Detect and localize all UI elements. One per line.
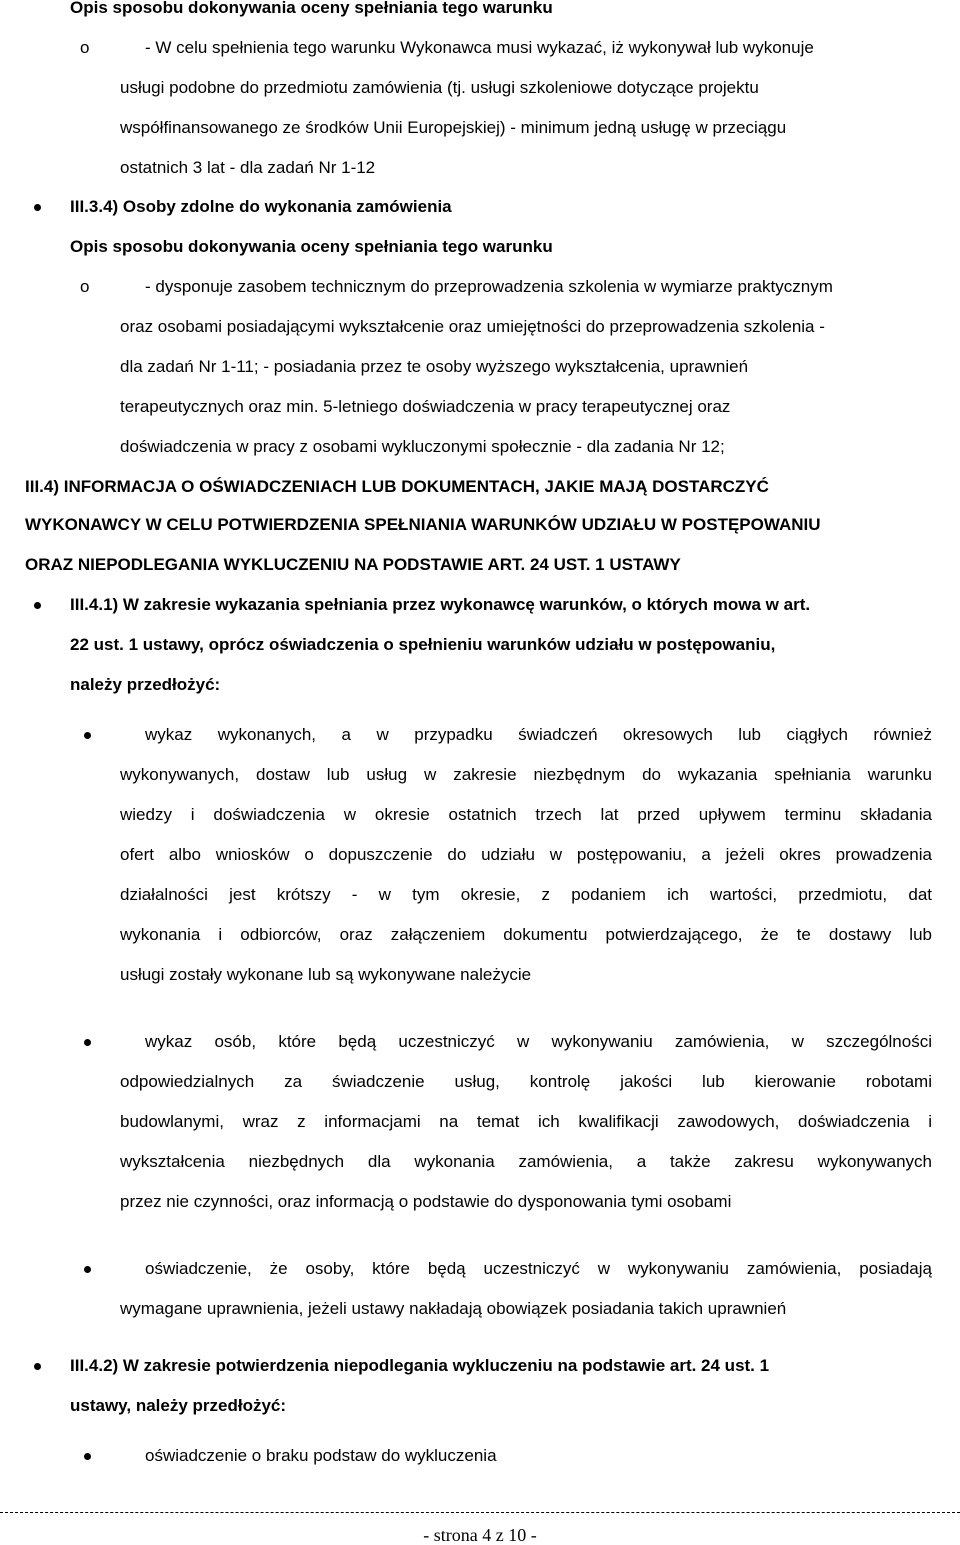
list-item-line: budowlanymi, wraz z informacjami na temat ich kwalifikacji zawodowych, doświadczenia i <box>120 1112 932 1131</box>
list-item-line: przez nie czynności, oraz informacją o podstawie do dysponowania tymi osobami <box>120 1192 732 1211</box>
list-item-line: oświadczenie o braku podstaw do wykluczenia <box>145 1446 497 1465</box>
paragraph-line: współfinansowanego ze środków Unii Europejskiej) - minimum jedną usługę w przeciągu <box>120 118 787 137</box>
list-item-line: wykaz wykonanych, a w przypadku świadczeń okresowych lub ciągłych również <box>145 725 932 744</box>
page-number: - strona 4 z 10 - <box>423 1525 537 1545</box>
list-item-line: wiedzy i doświadczenia w okresie ostatnich trzech lat przed upływem terminu składania <box>120 805 932 824</box>
bullet-icon <box>34 1363 41 1370</box>
paragraph-line: oraz osobami posiadającymi wykształcenie oraz umiejętności do przeprowadzenia szkolenia - <box>120 317 825 336</box>
section-title: III.3.4) Osoby zdolne do wykonania zamówienia <box>70 197 452 216</box>
bullet-icon <box>84 1453 91 1460</box>
list-item-line: odpowiedzialnych za świadczenie usług, kontrolę jakości lub kierowanie robotami <box>120 1072 932 1091</box>
section-title: III.4) INFORMACJA O OŚWIADCZENIACH LUB DOKUMENTACH, JAKIE MAJĄ DOSTARCZYĆ <box>25 477 769 496</box>
footer-divider <box>0 1512 960 1513</box>
bullet-icon <box>84 1039 91 1046</box>
bullet-icon <box>34 602 41 609</box>
sub-bullet-marker: o <box>80 38 90 57</box>
paragraph-line: doświadczenia w pracy z osobami wykluczonymi społecznie - dla zadania Nr 12; <box>120 437 725 456</box>
bullet-icon <box>84 1266 91 1273</box>
section-title: 22 ust. 1 ustawy, oprócz oświadczenia o spełnieniu warunków udziału w postępowaniu, <box>70 635 776 654</box>
section-heading: Opis sposobu dokonywania oceny spełniania tego warunku <box>70 237 553 256</box>
list-item-line: wymagane uprawnienia, jeżeli ustawy nakładają obowiązek posiadania takich uprawnień <box>120 1299 787 1318</box>
list-item-line: wykonania i odbiorców, oraz załączeniem dokumentu potwierdzającego, że te dostawy lub <box>120 925 932 944</box>
section-heading: Opis sposobu dokonywania oceny spełniania tego warunku <box>70 0 553 17</box>
section-title: III.4.2) W zakresie potwierdzenia niepodlegania wykluczeniu na podstawie art. 24 ust. 1 <box>70 1356 770 1375</box>
section-title: ustawy, należy przedłożyć: <box>70 1396 287 1415</box>
bullet-icon <box>84 732 91 739</box>
paragraph-line: ostatnich 3 lat - dla zadań Nr 1-12 <box>120 158 376 177</box>
paragraph-line: usługi podobne do przedmiotu zamówienia (tj. usługi szkoleniowe dotyczące projektu <box>120 78 759 97</box>
section-title: należy przedłożyć: <box>70 675 221 694</box>
list-item-line: działalności jest krótszy - w tym okresie, z podaniem ich wartości, przedmiotu, dat <box>120 885 932 904</box>
section-title: ORAZ NIEPODLEGANIA WYKLUCZENIU NA PODSTAWIE ART. 24 UST. 1 USTAWY <box>25 555 681 574</box>
list-item-line: usługi zostały wykonane lub są wykonywane należycie <box>120 965 532 984</box>
sub-bullet-marker: o <box>80 277 90 296</box>
section-title: III.4.1) W zakresie wykazania spełniania przez wykonawcę warunków, o których mowa w art. <box>70 595 811 614</box>
list-item-line: ofert albo wniosków o dopuszczenie do udziału w postępowaniu, a jeżeli okres prowadzenia <box>120 845 932 864</box>
paragraph-line: dla zadań Nr 1-11; - posiadania przez te osoby wyższego wykształcenia, uprawnień <box>120 357 749 376</box>
list-item-line: wykształcenia niezbędnych dla wykonania zamówienia, a także zakresu wykonywanych <box>120 1152 932 1171</box>
paragraph-line: - W celu spełnienia tego warunku Wykonawca musi wykazać, iż wykonywał lub wykonuje <box>145 38 814 57</box>
list-item-line: wykaz osób, które będą uczestniczyć w wykonywaniu zamówienia, w szczególności <box>145 1032 932 1051</box>
list-item-line: wykonywanych, dostaw lub usług w zakresie niezbędnym do wykazania spełniania warunku <box>120 765 932 784</box>
bullet-icon <box>34 204 41 211</box>
section-title: WYKONAWCY W CELU POTWIERDZENIA SPEŁNIANIA WARUNKÓW UDZIAŁU W POSTĘPOWANIU <box>25 515 821 534</box>
paragraph-line: terapeutycznych oraz min. 5-letniego doświadczenia w pracy terapeutycznej oraz <box>120 397 731 416</box>
list-item-line: oświadczenie, że osoby, które będą uczestniczyć w wykonywaniu zamówienia, posiadają <box>145 1259 932 1278</box>
paragraph-line: - dysponuje zasobem technicznym do przeprowadzenia szkolenia w wymiarze praktycznym <box>145 277 833 296</box>
